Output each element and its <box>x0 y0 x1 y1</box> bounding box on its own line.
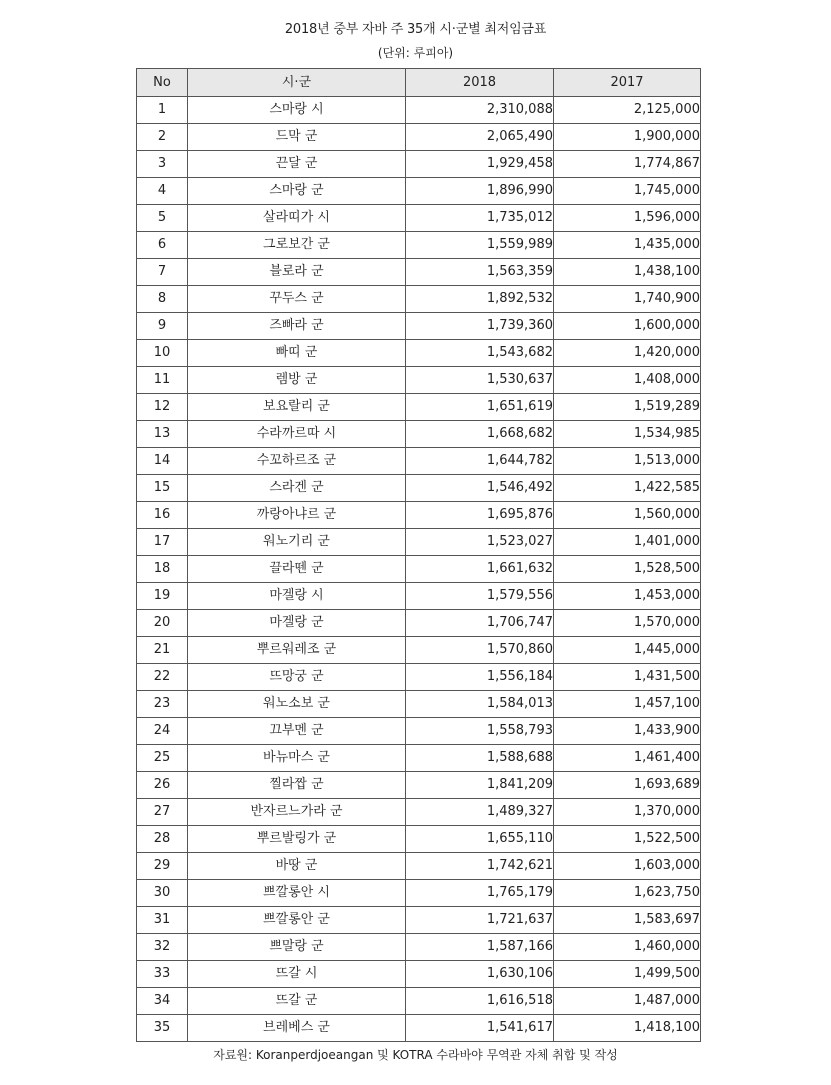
wage-2017: 1,433,900 <box>554 718 701 745</box>
row-number: 34 <box>137 988 188 1015</box>
table-row <box>137 205 701 232</box>
table-row <box>137 259 701 286</box>
wage-2017: 1,623,750 <box>554 880 701 907</box>
wage-2017: 2,125,000 <box>554 97 701 124</box>
city-name: 뜨갈 시 <box>188 961 406 988</box>
city-name: 살라띠가 시 <box>188 205 406 232</box>
row-number: 3 <box>137 151 188 178</box>
row-number: 8 <box>137 286 188 313</box>
table-row <box>137 745 701 772</box>
wage-2018: 1,543,682 <box>406 340 554 367</box>
city-name: 끌라뗀 군 <box>188 556 406 583</box>
row-number: 31 <box>137 907 188 934</box>
row-number: 32 <box>137 934 188 961</box>
table-row <box>137 502 701 529</box>
row-number: 30 <box>137 880 188 907</box>
table-row <box>137 799 701 826</box>
table-row <box>137 475 701 502</box>
row-number: 15 <box>137 475 188 502</box>
city-name: 끄부멘 군 <box>188 718 406 745</box>
wage-2017: 1,370,000 <box>554 799 701 826</box>
table-row <box>137 691 701 718</box>
wage-2017: 1,774,867 <box>554 151 701 178</box>
wage-2017: 1,740,900 <box>554 286 701 313</box>
wage-2017: 1,461,400 <box>554 745 701 772</box>
city-name: 뿌르발링가 군 <box>188 826 406 853</box>
city-name: 수라까르따 시 <box>188 421 406 448</box>
wage-2018: 1,556,184 <box>406 664 554 691</box>
wage-2017: 1,583,697 <box>554 907 701 934</box>
city-name: 워노소보 군 <box>188 691 406 718</box>
wage-2017: 1,435,000 <box>554 232 701 259</box>
city-name: 찔라짭 군 <box>188 772 406 799</box>
city-name: 보요랄리 군 <box>188 394 406 421</box>
wage-2018: 2,310,088 <box>406 97 554 124</box>
row-number: 22 <box>137 664 188 691</box>
table-row <box>137 124 701 151</box>
table-row <box>137 583 701 610</box>
table-row <box>137 610 701 637</box>
table-row <box>137 556 701 583</box>
wage-2018: 1,570,860 <box>406 637 554 664</box>
city-name: 뜨갈 군 <box>188 988 406 1015</box>
table-row <box>137 772 701 799</box>
row-number: 12 <box>137 394 188 421</box>
wage-2017: 1,745,000 <box>554 178 701 205</box>
wage-2018: 1,695,876 <box>406 502 554 529</box>
row-number: 24 <box>137 718 188 745</box>
city-name: 바뉴마스 군 <box>188 745 406 772</box>
wage-2018: 1,559,989 <box>406 232 554 259</box>
wage-2018: 1,661,632 <box>406 556 554 583</box>
wage-2018: 1,706,747 <box>406 610 554 637</box>
row-number: 6 <box>137 232 188 259</box>
row-number: 20 <box>137 610 188 637</box>
table-title: 2018년 중부 자바 주 35개 시·군별 최저임금표 <box>284 22 547 37</box>
header-2017: 2017 <box>554 69 701 97</box>
row-number: 14 <box>137 448 188 475</box>
wage-2017: 1,453,000 <box>554 583 701 610</box>
city-name: 스마랑 군 <box>188 178 406 205</box>
row-number: 28 <box>137 826 188 853</box>
wage-2017: 1,560,000 <box>554 502 701 529</box>
city-name: 브레베스 군 <box>188 1015 406 1042</box>
wage-2018: 1,739,360 <box>406 313 554 340</box>
row-number: 2 <box>137 124 188 151</box>
wage-2017: 1,445,000 <box>554 637 701 664</box>
city-name: 블로라 군 <box>188 259 406 286</box>
wage-2018: 1,651,619 <box>406 394 554 421</box>
row-number: 16 <box>137 502 188 529</box>
city-name: 뿌르워레조 군 <box>188 637 406 664</box>
header-city: 시·군 <box>188 69 406 97</box>
wage-2017: 1,600,000 <box>554 313 701 340</box>
wage-2018: 2,065,490 <box>406 124 554 151</box>
city-name: 그로보간 군 <box>188 232 406 259</box>
row-number: 25 <box>137 745 188 772</box>
wage-2017: 1,460,000 <box>554 934 701 961</box>
row-number: 29 <box>137 853 188 880</box>
city-name: 꾸두스 군 <box>188 286 406 313</box>
wage-2017: 1,422,585 <box>554 475 701 502</box>
table-row <box>137 880 701 907</box>
table-row <box>137 394 701 421</box>
wage-2017: 1,528,500 <box>554 556 701 583</box>
wage-2017: 1,603,000 <box>554 853 701 880</box>
wage-2018: 1,892,532 <box>406 286 554 313</box>
row-number: 33 <box>137 961 188 988</box>
row-number: 26 <box>137 772 188 799</box>
wage-2017: 1,431,500 <box>554 664 701 691</box>
wage-2018: 1,630,106 <box>406 961 554 988</box>
table-row <box>137 367 701 394</box>
row-number: 18 <box>137 556 188 583</box>
city-name: 수꼬하르조 군 <box>188 448 406 475</box>
wage-2018: 1,929,458 <box>406 151 554 178</box>
wage-2018: 1,523,027 <box>406 529 554 556</box>
city-name: 즈빠라 군 <box>188 313 406 340</box>
table-row <box>137 313 701 340</box>
wage-2018: 1,841,209 <box>406 772 554 799</box>
table-row <box>137 718 701 745</box>
row-number: 23 <box>137 691 188 718</box>
table-row <box>137 1015 701 1042</box>
city-name: 쁘깔롱안 군 <box>188 907 406 934</box>
wage-2017: 1,438,100 <box>554 259 701 286</box>
wage-2018: 1,489,327 <box>406 799 554 826</box>
wage-2017: 1,693,689 <box>554 772 701 799</box>
wage-2017: 1,499,500 <box>554 961 701 988</box>
row-number: 10 <box>137 340 188 367</box>
table-body <box>137 97 701 1042</box>
row-number: 35 <box>137 1015 188 1042</box>
wage-2017: 1,408,000 <box>554 367 701 394</box>
header-2018: 2018 <box>406 69 554 97</box>
wage-2017: 1,570,000 <box>554 610 701 637</box>
row-number: 21 <box>137 637 188 664</box>
wage-2017: 1,420,000 <box>554 340 701 367</box>
row-number: 7 <box>137 259 188 286</box>
city-name: 쁘깔롱안 시 <box>188 880 406 907</box>
wage-2018: 1,742,621 <box>406 853 554 880</box>
wage-2017: 1,513,000 <box>554 448 701 475</box>
wage-2018: 1,765,179 <box>406 880 554 907</box>
wage-2018: 1,546,492 <box>406 475 554 502</box>
table-row <box>137 529 701 556</box>
wage-2018: 1,735,012 <box>406 205 554 232</box>
row-number: 5 <box>137 205 188 232</box>
wage-2017: 1,900,000 <box>554 124 701 151</box>
row-number: 17 <box>137 529 188 556</box>
wage-2017: 1,519,289 <box>554 394 701 421</box>
table-row <box>137 934 701 961</box>
table-header-row <box>137 69 701 97</box>
wage-2018: 1,563,359 <box>406 259 554 286</box>
table-row <box>137 826 701 853</box>
table-row <box>137 232 701 259</box>
row-number: 19 <box>137 583 188 610</box>
table-row <box>137 286 701 313</box>
wage-2018: 1,655,110 <box>406 826 554 853</box>
table-row <box>137 151 701 178</box>
wage-2017: 1,401,000 <box>554 529 701 556</box>
wage-2017: 1,457,100 <box>554 691 701 718</box>
city-name: 마겔랑 시 <box>188 583 406 610</box>
wage-2018: 1,558,793 <box>406 718 554 745</box>
unit-note: (단위: 루피아) <box>377 46 454 60</box>
city-name: 끈달 군 <box>188 151 406 178</box>
city-name: 스라겐 군 <box>188 475 406 502</box>
table-row <box>137 988 701 1015</box>
row-number: 9 <box>137 313 188 340</box>
wage-2018: 1,541,617 <box>406 1015 554 1042</box>
wage-2018: 1,584,013 <box>406 691 554 718</box>
wage-2017: 1,596,000 <box>554 205 701 232</box>
source-note: 자료원: Koranperdjoeangan 및 KOTRA 수라바야 무역관 자체 취합 및 작성 <box>213 1048 618 1062</box>
wage-2018: 1,721,637 <box>406 907 554 934</box>
wage-2018: 1,579,556 <box>406 583 554 610</box>
minimum-wage-table <box>136 68 701 1042</box>
city-name: 드막 군 <box>188 124 406 151</box>
city-name: 렘방 군 <box>188 367 406 394</box>
row-number: 11 <box>137 367 188 394</box>
table-row <box>137 448 701 475</box>
table-row <box>137 340 701 367</box>
row-number: 4 <box>137 178 188 205</box>
city-name: 스마랑 시 <box>188 97 406 124</box>
header-no: No <box>137 69 188 97</box>
wage-2018: 1,668,682 <box>406 421 554 448</box>
table-row <box>137 664 701 691</box>
city-name: 빠띠 군 <box>188 340 406 367</box>
wage-2018: 1,530,637 <box>406 367 554 394</box>
table-row <box>137 907 701 934</box>
wage-2018: 1,616,518 <box>406 988 554 1015</box>
row-number: 27 <box>137 799 188 826</box>
table-row <box>137 853 701 880</box>
table-row <box>137 637 701 664</box>
city-name: 마겔랑 군 <box>188 610 406 637</box>
wage-2018: 1,644,782 <box>406 448 554 475</box>
city-name: 뜨망궁 군 <box>188 664 406 691</box>
wage-2018: 1,896,990 <box>406 178 554 205</box>
table-row <box>137 178 701 205</box>
row-number: 1 <box>137 97 188 124</box>
wage-2017: 1,487,000 <box>554 988 701 1015</box>
city-name: 워노기리 군 <box>188 529 406 556</box>
table-row <box>137 97 701 124</box>
table-row <box>137 421 701 448</box>
wage-2018: 1,587,166 <box>406 934 554 961</box>
table-row <box>137 961 701 988</box>
wage-2017: 1,534,985 <box>554 421 701 448</box>
wage-2017: 1,522,500 <box>554 826 701 853</box>
city-name: 쁘말랑 군 <box>188 934 406 961</box>
row-number: 13 <box>137 421 188 448</box>
city-name: 반자르느가라 군 <box>188 799 406 826</box>
city-name: 까랑아냐르 군 <box>188 502 406 529</box>
city-name: 바땅 군 <box>188 853 406 880</box>
wage-2018: 1,588,688 <box>406 745 554 772</box>
wage-2017: 1,418,100 <box>554 1015 701 1042</box>
